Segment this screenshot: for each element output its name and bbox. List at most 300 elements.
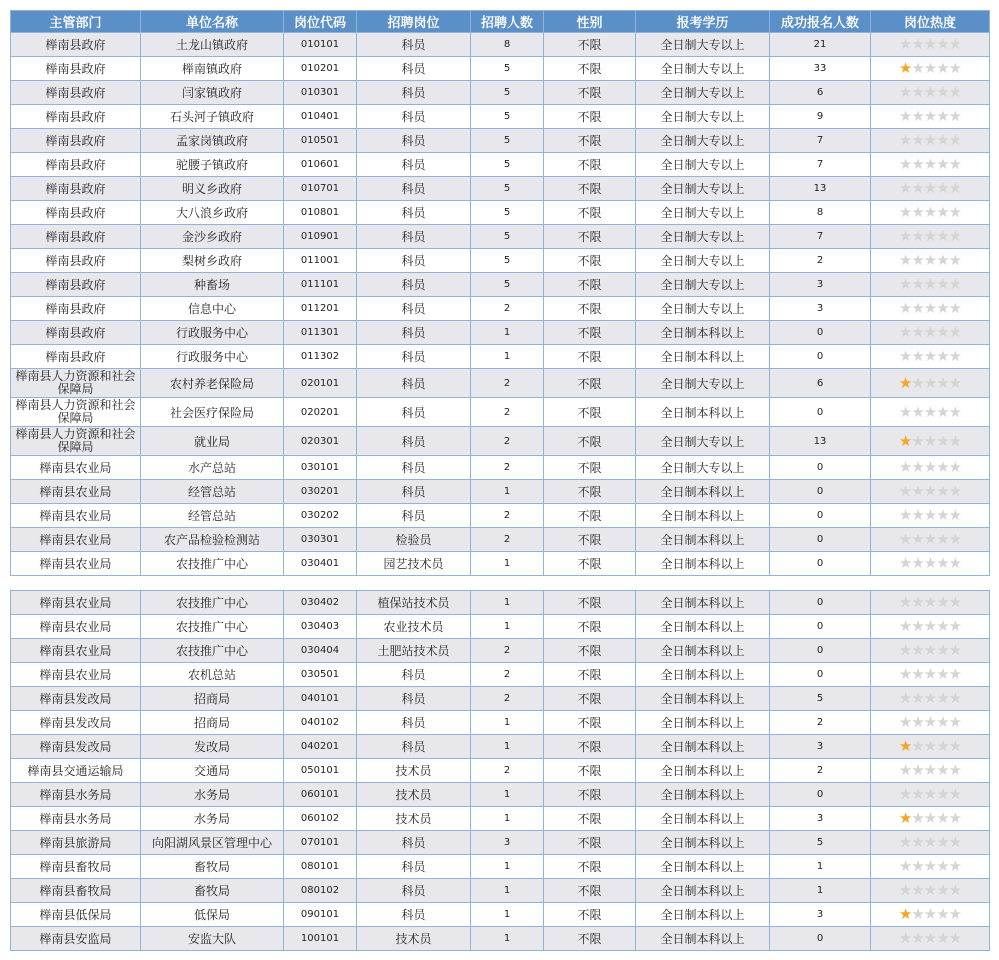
table-row	[11, 927, 990, 951]
star-icon: ★	[911, 785, 924, 803]
star-icon: ★	[923, 761, 937, 779]
star-icon: ★	[936, 617, 949, 635]
star-icon: ★	[911, 107, 924, 125]
star-icon: ★	[898, 737, 912, 755]
cell-unit: 交通局	[141, 759, 284, 783]
cell-code: 011302	[284, 345, 357, 369]
cell-heat	[871, 504, 990, 528]
star-icon: ★	[948, 347, 962, 365]
cell-dept: 榉南县农业局	[11, 456, 141, 480]
cell-unit: 行政服务中心	[141, 321, 284, 345]
cell-applicants: 2	[770, 711, 871, 735]
cell-dept: 榉南县人力资源和社会保障局	[11, 427, 141, 456]
star-icon: ★	[898, 203, 912, 221]
star-icon: ★	[936, 299, 949, 317]
cell-education: 全日制本科以上	[636, 321, 770, 345]
cell-position: 科员	[357, 504, 471, 528]
star-icon: ★	[898, 251, 912, 269]
star-icon: ★	[923, 785, 937, 803]
star-icon: ★	[936, 713, 949, 731]
star-icon: ★	[936, 554, 949, 572]
star-icon: ★	[923, 833, 937, 851]
star-icon: ★	[923, 131, 937, 149]
cell-gender: 不限	[544, 615, 636, 639]
cell-code: 080101	[284, 855, 357, 879]
cell-code: 040102	[284, 711, 357, 735]
table-row	[11, 615, 990, 639]
star-icon: ★	[898, 905, 912, 923]
cell-education: 全日制本科以上	[636, 903, 770, 927]
heat-rating	[899, 643, 961, 658]
cell-unit: 行政服务中心	[141, 345, 284, 369]
cell-code: 030404	[284, 639, 357, 663]
star-icon: ★	[923, 155, 937, 173]
cell-dept: 榉南县人力资源和社会保障局	[11, 398, 141, 427]
cell-code: 010701	[284, 177, 357, 201]
star-icon: ★	[911, 347, 924, 365]
cell-count: 2	[471, 427, 544, 456]
star-icon: ★	[936, 251, 949, 269]
star-icon: ★	[911, 833, 924, 851]
cell-unit: 梨树乡政府	[141, 249, 284, 273]
cell-education: 全日制大专以上	[636, 249, 770, 273]
star-icon: ★	[898, 881, 912, 899]
star-icon: ★	[898, 402, 912, 421]
star-icon: ★	[898, 617, 912, 635]
cell-applicants: 8	[770, 201, 871, 225]
heat-rating	[899, 739, 961, 754]
cell-count: 1	[471, 735, 544, 759]
cell-education: 全日制本科以上	[636, 687, 770, 711]
heat-rating	[899, 484, 961, 499]
star-icon: ★	[948, 299, 962, 317]
cell-heat	[871, 639, 990, 663]
cell-unit: 经管总站	[141, 480, 284, 504]
cell-unit: 水务局	[141, 807, 284, 831]
star-icon: ★	[911, 35, 924, 53]
cell-education: 全日制本科以上	[636, 480, 770, 504]
star-icon: ★	[923, 593, 937, 611]
star-icon: ★	[911, 59, 924, 77]
star-icon: ★	[923, 929, 937, 947]
cell-code: 010601	[284, 153, 357, 177]
cell-count: 1	[471, 345, 544, 369]
star-icon: ★	[911, 431, 924, 450]
cell-position: 科员	[357, 480, 471, 504]
cell-code: 011201	[284, 297, 357, 321]
cell-dept: 榉南县政府	[11, 297, 141, 321]
cell-dept: 榉南县政府	[11, 81, 141, 105]
cell-gender: 不限	[544, 297, 636, 321]
star-icon: ★	[923, 617, 937, 635]
star-icon: ★	[936, 737, 949, 755]
cell-count: 2	[471, 456, 544, 480]
cell-applicants: 0	[770, 639, 871, 663]
cell-dept: 榉南县农业局	[11, 528, 141, 552]
cell-count: 1	[471, 552, 544, 576]
star-icon: ★	[898, 59, 912, 77]
recruitment-table-bottom	[10, 590, 990, 951]
star-icon: ★	[898, 131, 912, 149]
cell-gender: 不限	[544, 903, 636, 927]
cell-code: 020101	[284, 369, 357, 398]
star-icon: ★	[911, 554, 924, 572]
heat-rating	[899, 253, 961, 268]
header-dept: 主管部门	[11, 11, 141, 33]
cell-education: 全日制本科以上	[636, 552, 770, 576]
table-row	[11, 273, 990, 297]
star-icon: ★	[948, 431, 962, 450]
cell-position: 科员	[357, 398, 471, 427]
cell-count: 5	[471, 177, 544, 201]
cell-applicants: 0	[770, 927, 871, 951]
star-icon: ★	[898, 554, 912, 572]
star-icon: ★	[911, 299, 924, 317]
cell-code: 030101	[284, 456, 357, 480]
cell-count: 5	[471, 57, 544, 81]
cell-position: 科员	[357, 345, 471, 369]
cell-unit: 金沙乡政府	[141, 225, 284, 249]
cell-count: 3	[471, 831, 544, 855]
star-icon: ★	[923, 530, 937, 548]
cell-dept: 榉南县政府	[11, 105, 141, 129]
cell-gender: 不限	[544, 201, 636, 225]
table-row	[11, 759, 990, 783]
cell-gender: 不限	[544, 783, 636, 807]
cell-position: 科员	[357, 879, 471, 903]
cell-position: 农业技术员	[357, 615, 471, 639]
heat-rating	[899, 205, 961, 220]
star-icon: ★	[948, 857, 962, 875]
table-row	[11, 711, 990, 735]
cell-education: 全日制大专以上	[636, 201, 770, 225]
cell-dept: 榉南县交通运输局	[11, 759, 141, 783]
header-heat: 岗位热度	[871, 11, 990, 33]
star-icon: ★	[948, 737, 962, 755]
cell-heat	[871, 345, 990, 369]
star-icon: ★	[948, 402, 962, 421]
cell-heat	[871, 591, 990, 615]
cell-education: 全日制本科以上	[636, 591, 770, 615]
star-icon: ★	[898, 155, 912, 173]
star-icon: ★	[948, 35, 962, 53]
cell-applicants: 3	[770, 807, 871, 831]
star-icon: ★	[923, 482, 937, 500]
star-icon: ★	[948, 713, 962, 731]
cell-heat	[871, 711, 990, 735]
cell-count: 1	[471, 711, 544, 735]
cell-code: 030202	[284, 504, 357, 528]
cell-count: 1	[471, 783, 544, 807]
cell-applicants: 33	[770, 57, 871, 81]
heat-rating	[899, 859, 961, 874]
table-row	[11, 735, 990, 759]
cell-gender: 不限	[544, 855, 636, 879]
cell-gender: 不限	[544, 33, 636, 57]
cell-position: 科员	[357, 225, 471, 249]
cell-code: 010401	[284, 105, 357, 129]
cell-position: 土肥站技术员	[357, 639, 471, 663]
cell-gender: 不限	[544, 177, 636, 201]
cell-position: 科员	[357, 177, 471, 201]
star-icon: ★	[936, 809, 949, 827]
cell-count: 5	[471, 249, 544, 273]
cell-gender: 不限	[544, 57, 636, 81]
star-icon: ★	[948, 905, 962, 923]
table-row	[11, 177, 990, 201]
star-icon: ★	[936, 881, 949, 899]
header-unit: 单位名称	[141, 11, 284, 33]
cell-dept: 榉南县发改局	[11, 687, 141, 711]
cell-heat	[871, 398, 990, 427]
cell-heat	[871, 552, 990, 576]
heat-rating	[899, 109, 961, 124]
cell-applicants: 0	[770, 591, 871, 615]
cell-dept: 榉南县水务局	[11, 783, 141, 807]
table-row	[11, 81, 990, 105]
cell-code: 030401	[284, 552, 357, 576]
heat-rating	[899, 811, 961, 826]
table-row	[11, 105, 990, 129]
cell-applicants: 3	[770, 735, 871, 759]
cell-education: 全日制本科以上	[636, 759, 770, 783]
table-row	[11, 831, 990, 855]
star-icon: ★	[948, 761, 962, 779]
star-icon: ★	[898, 530, 912, 548]
cell-applicants: 1	[770, 855, 871, 879]
header-gender: 性别	[544, 11, 636, 33]
cell-gender: 不限	[544, 225, 636, 249]
cell-count: 1	[471, 855, 544, 879]
star-icon: ★	[898, 83, 912, 101]
cell-applicants: 0	[770, 783, 871, 807]
cell-unit: 明义乡政府	[141, 177, 284, 201]
cell-count: 2	[471, 663, 544, 687]
star-icon: ★	[898, 857, 912, 875]
cell-dept: 榉南县低保局	[11, 903, 141, 927]
cell-position: 科员	[357, 711, 471, 735]
cell-count: 5	[471, 201, 544, 225]
star-icon: ★	[911, 323, 924, 341]
cell-count: 1	[471, 321, 544, 345]
cell-unit: 就业局	[141, 427, 284, 456]
star-icon: ★	[923, 881, 937, 899]
cell-education: 全日制本科以上	[636, 345, 770, 369]
cell-heat	[871, 369, 990, 398]
cell-education: 全日制大专以上	[636, 456, 770, 480]
recruitment-table-top	[10, 10, 990, 576]
star-icon: ★	[898, 689, 912, 707]
cell-applicants: 0	[770, 480, 871, 504]
cell-gender: 不限	[544, 153, 636, 177]
star-icon: ★	[898, 833, 912, 851]
table-row	[11, 528, 990, 552]
cell-unit: 招商局	[141, 687, 284, 711]
heat-rating	[899, 907, 961, 922]
cell-unit: 安监大队	[141, 927, 284, 951]
cell-applicants: 1	[770, 879, 871, 903]
cell-heat	[871, 33, 990, 57]
cell-education: 全日制本科以上	[636, 504, 770, 528]
star-icon: ★	[923, 737, 937, 755]
heat-rating	[899, 277, 961, 292]
cell-gender: 不限	[544, 807, 636, 831]
cell-applicants: 2	[770, 759, 871, 783]
star-icon: ★	[911, 373, 924, 392]
cell-education: 全日制本科以上	[636, 639, 770, 663]
star-icon: ★	[936, 203, 949, 221]
table-row	[11, 297, 990, 321]
cell-education: 全日制本科以上	[636, 615, 770, 639]
cell-unit: 驼腰子镇政府	[141, 153, 284, 177]
cell-code: 060102	[284, 807, 357, 831]
cell-applicants: 13	[770, 177, 871, 201]
heat-rating	[899, 787, 961, 802]
heat-rating	[899, 931, 961, 946]
star-icon: ★	[898, 35, 912, 53]
star-icon: ★	[936, 431, 949, 450]
cell-dept: 榉南县农业局	[11, 504, 141, 528]
cell-education: 全日制大专以上	[636, 369, 770, 398]
cell-dept: 榉南县政府	[11, 177, 141, 201]
cell-count: 5	[471, 81, 544, 105]
cell-unit: 招商局	[141, 711, 284, 735]
cell-gender: 不限	[544, 273, 636, 297]
cell-unit: 经管总站	[141, 504, 284, 528]
cell-education: 全日制本科以上	[636, 711, 770, 735]
cell-gender: 不限	[544, 711, 636, 735]
cell-applicants: 0	[770, 398, 871, 427]
cell-applicants: 7	[770, 153, 871, 177]
cell-code: 080102	[284, 879, 357, 903]
heat-rating	[899, 61, 961, 76]
star-icon: ★	[936, 227, 949, 245]
cell-gender: 不限	[544, 591, 636, 615]
header-code: 岗位代码	[284, 11, 357, 33]
cell-heat	[871, 735, 990, 759]
cell-gender: 不限	[544, 480, 636, 504]
star-icon: ★	[948, 275, 962, 293]
cell-code: 060101	[284, 783, 357, 807]
star-icon: ★	[898, 347, 912, 365]
cell-gender: 不限	[544, 735, 636, 759]
star-icon: ★	[948, 530, 962, 548]
star-icon: ★	[911, 506, 924, 524]
star-icon: ★	[898, 785, 912, 803]
cell-gender: 不限	[544, 552, 636, 576]
star-icon: ★	[911, 761, 924, 779]
cell-education: 全日制本科以上	[636, 927, 770, 951]
star-icon: ★	[898, 431, 912, 450]
star-icon: ★	[923, 83, 937, 101]
star-icon: ★	[911, 179, 924, 197]
cell-position: 技术员	[357, 783, 471, 807]
star-icon: ★	[948, 833, 962, 851]
cell-position: 科员	[357, 129, 471, 153]
star-icon: ★	[923, 905, 937, 923]
cell-gender: 不限	[544, 759, 636, 783]
heat-rating	[899, 229, 961, 244]
cell-education: 全日制大专以上	[636, 225, 770, 249]
cell-applicants: 2	[770, 249, 871, 273]
cell-code: 070101	[284, 831, 357, 855]
cell-heat	[871, 456, 990, 480]
cell-count: 5	[471, 129, 544, 153]
star-icon: ★	[911, 929, 924, 947]
cell-unit: 农技推广中心	[141, 591, 284, 615]
cell-dept: 榉南县政府	[11, 273, 141, 297]
star-icon: ★	[936, 593, 949, 611]
cell-position: 科员	[357, 249, 471, 273]
cell-applicants: 3	[770, 297, 871, 321]
star-icon: ★	[911, 737, 924, 755]
star-icon: ★	[948, 373, 962, 392]
table-row	[11, 225, 990, 249]
star-icon: ★	[911, 155, 924, 173]
cell-position: 检验员	[357, 528, 471, 552]
star-icon: ★	[948, 617, 962, 635]
cell-position: 科员	[357, 57, 471, 81]
cell-code: 010201	[284, 57, 357, 81]
cell-count: 2	[471, 528, 544, 552]
star-icon: ★	[923, 689, 937, 707]
cell-heat	[871, 297, 990, 321]
star-icon: ★	[898, 458, 912, 476]
star-icon: ★	[923, 373, 937, 392]
cell-gender: 不限	[544, 528, 636, 552]
cell-applicants: 9	[770, 105, 871, 129]
cell-gender: 不限	[544, 831, 636, 855]
cell-dept: 榉南县政府	[11, 33, 141, 57]
cell-gender: 不限	[544, 129, 636, 153]
star-icon: ★	[948, 929, 962, 947]
cell-count: 1	[471, 903, 544, 927]
heat-rating	[899, 556, 961, 571]
table-row	[11, 427, 990, 456]
cell-unit: 畜牧局	[141, 879, 284, 903]
cell-dept: 榉南县政府	[11, 321, 141, 345]
star-icon: ★	[911, 402, 924, 421]
header-row	[11, 11, 990, 33]
cell-dept: 榉南县水务局	[11, 807, 141, 831]
star-icon: ★	[948, 689, 962, 707]
cell-code: 050101	[284, 759, 357, 783]
cell-education: 全日制本科以上	[636, 528, 770, 552]
cell-applicants: 0	[770, 345, 871, 369]
star-icon: ★	[923, 554, 937, 572]
cell-position: 技术员	[357, 927, 471, 951]
cell-code: 030201	[284, 480, 357, 504]
cell-unit: 信息中心	[141, 297, 284, 321]
cell-heat	[871, 879, 990, 903]
star-icon: ★	[936, 107, 949, 125]
table-row	[11, 807, 990, 831]
star-icon: ★	[948, 458, 962, 476]
cell-gender: 不限	[544, 639, 636, 663]
cell-gender: 不限	[544, 105, 636, 129]
star-icon: ★	[936, 482, 949, 500]
star-icon: ★	[898, 373, 912, 392]
star-icon: ★	[936, 905, 949, 923]
star-icon: ★	[948, 785, 962, 803]
cell-count: 5	[471, 273, 544, 297]
cell-count: 2	[471, 504, 544, 528]
cell-education: 全日制大专以上	[636, 81, 770, 105]
cell-count: 2	[471, 297, 544, 321]
star-icon: ★	[948, 155, 962, 173]
cell-code: 030501	[284, 663, 357, 687]
star-icon: ★	[936, 347, 949, 365]
